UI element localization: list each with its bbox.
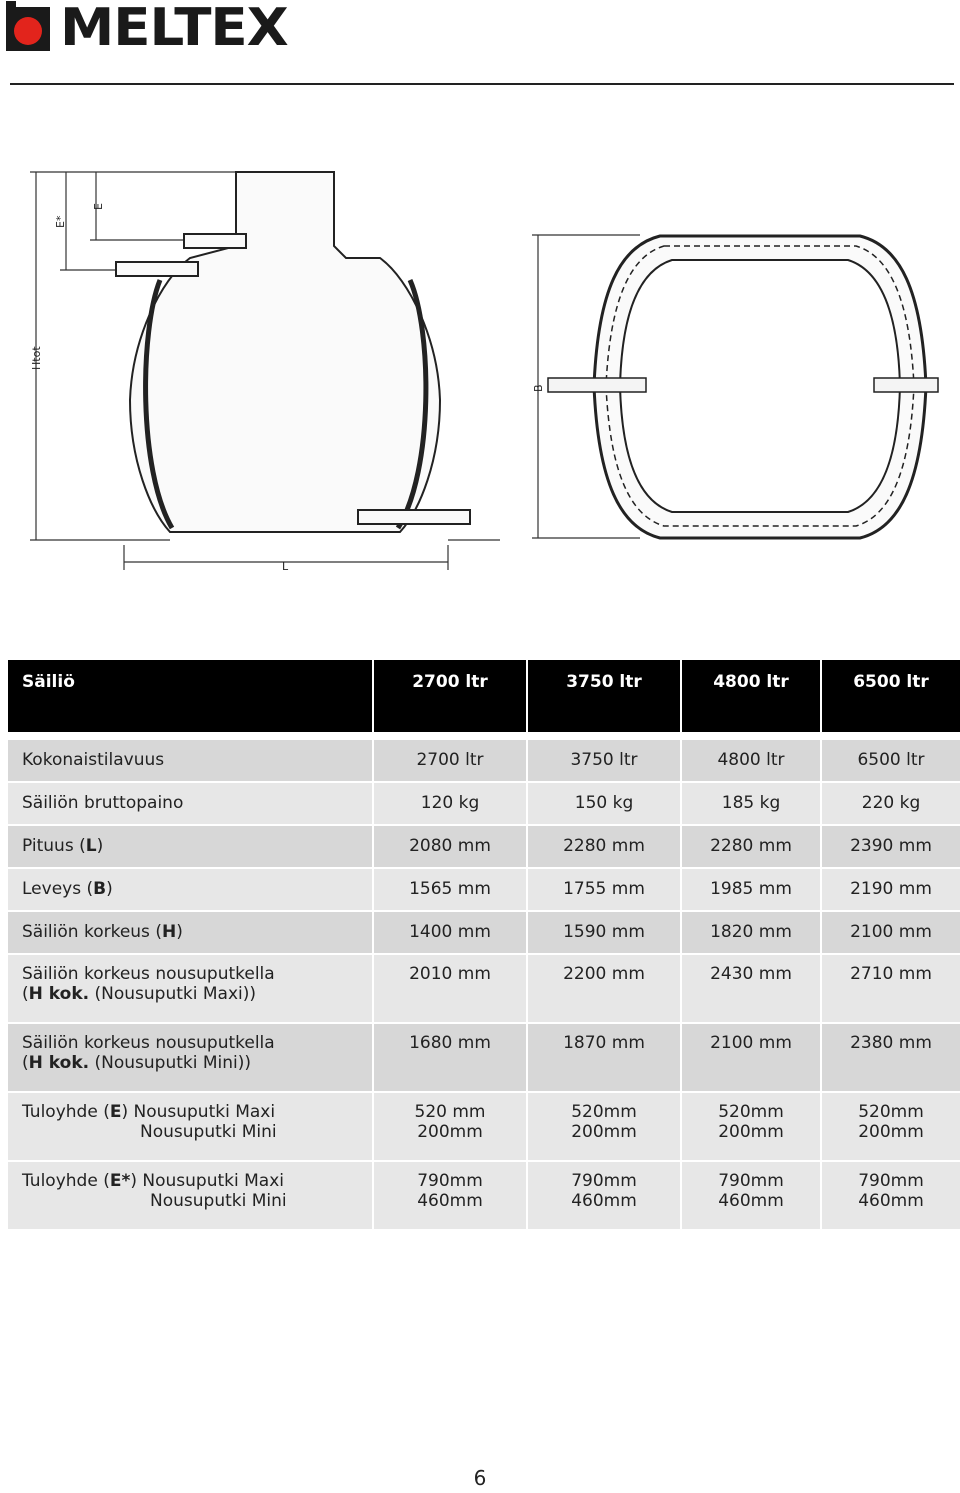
table-header-row xyxy=(8,660,960,732)
cell: 2100 mm xyxy=(820,910,960,953)
label-e: E xyxy=(92,203,105,210)
cell: 1820 mm xyxy=(680,910,820,953)
cell: 2390 mm xyxy=(820,824,960,867)
cell: 1680 mm xyxy=(372,1022,526,1091)
cell: 790mm 460mm xyxy=(680,1160,820,1229)
row-label: Säiliön korkeus (H) xyxy=(8,910,372,953)
row-label: Säiliön korkeus nousuputkella (H kok. (Nousuputki Mini)) xyxy=(8,1022,372,1091)
table-row xyxy=(8,781,960,824)
cell: 1590 mm xyxy=(526,910,680,953)
logo-mark-icon xyxy=(2,1,56,55)
row-label: Leveys (B) xyxy=(8,867,372,910)
cell: 4800 ltr xyxy=(680,738,820,781)
cell: 120 kg xyxy=(372,781,526,824)
cell: 150 kg xyxy=(526,781,680,824)
label-l: L xyxy=(282,560,289,573)
table-row xyxy=(8,1022,960,1091)
cell: 2380 mm xyxy=(820,1022,960,1091)
cell: 2200 mm xyxy=(526,953,680,1022)
cell: 2100 mm xyxy=(680,1022,820,1091)
table-row xyxy=(8,953,960,1022)
cell: 2710 mm xyxy=(820,953,960,1022)
cell: 2280 mm xyxy=(526,824,680,867)
cell: 1870 mm xyxy=(526,1022,680,1091)
label-h-tot: Htot xyxy=(30,346,43,370)
cell: 520mm 200mm xyxy=(820,1091,960,1160)
header-divider xyxy=(10,83,954,85)
header-col: 2700 ltr xyxy=(372,660,526,732)
header-col: 3750 ltr xyxy=(526,660,680,732)
tank-technical-drawing xyxy=(0,150,960,590)
cell: 520mm 200mm xyxy=(680,1091,820,1160)
cell: 2430 mm xyxy=(680,953,820,1022)
table-row xyxy=(8,867,960,910)
page-number: 6 xyxy=(473,1466,487,1490)
cell: 2080 mm xyxy=(372,824,526,867)
cell: 6500 ltr xyxy=(820,738,960,781)
meltex-logo xyxy=(2,0,288,58)
header-label: Säiliö xyxy=(8,660,372,732)
cell: 790mm 460mm xyxy=(526,1160,680,1229)
cell: 2010 mm xyxy=(372,953,526,1022)
row-label: Tuloyhde (E*) Nousuputki Maxi Nousuputki Mini xyxy=(8,1160,372,1229)
cell: 2190 mm xyxy=(820,867,960,910)
cell: 1755 mm xyxy=(526,867,680,910)
cell: 1565 mm xyxy=(372,867,526,910)
table-row xyxy=(8,738,960,781)
cell: 2280 mm xyxy=(680,824,820,867)
cell: 1400 mm xyxy=(372,910,526,953)
table-row xyxy=(8,1160,960,1229)
cell: 2700 ltr xyxy=(372,738,526,781)
table-row xyxy=(8,910,960,953)
label-e-star: E* xyxy=(54,215,67,228)
header-col: 6500 ltr xyxy=(820,660,960,732)
row-label: Pituus (L) xyxy=(8,824,372,867)
table-row xyxy=(8,1091,960,1160)
cell: 790mm 460mm xyxy=(820,1160,960,1229)
cell: 790mm 460mm xyxy=(372,1160,526,1229)
label-b: B xyxy=(532,384,545,392)
cell: 520mm 200mm xyxy=(526,1091,680,1160)
table-row xyxy=(8,824,960,867)
row-label: Kokonaistilavuus xyxy=(8,738,372,781)
cell: 1985 mm xyxy=(680,867,820,910)
header-col: 4800 ltr xyxy=(680,660,820,732)
page-header xyxy=(0,0,960,90)
row-label: Tuloyhde (E) Nousuputki Maxi Nousuputki Mini xyxy=(8,1091,372,1160)
row-label: Säiliön bruttopaino xyxy=(8,781,372,824)
cell: 3750 ltr xyxy=(526,738,680,781)
cell: 220 kg xyxy=(820,781,960,824)
tank-spec-table xyxy=(8,660,960,1229)
row-label: Säiliön korkeus nousuputkella (H kok. (Nousuputki Maxi)) xyxy=(8,953,372,1022)
cell: 185 kg xyxy=(680,781,820,824)
cell: 520 mm 200mm xyxy=(372,1091,526,1160)
logo-text: MELTEX xyxy=(60,0,288,58)
